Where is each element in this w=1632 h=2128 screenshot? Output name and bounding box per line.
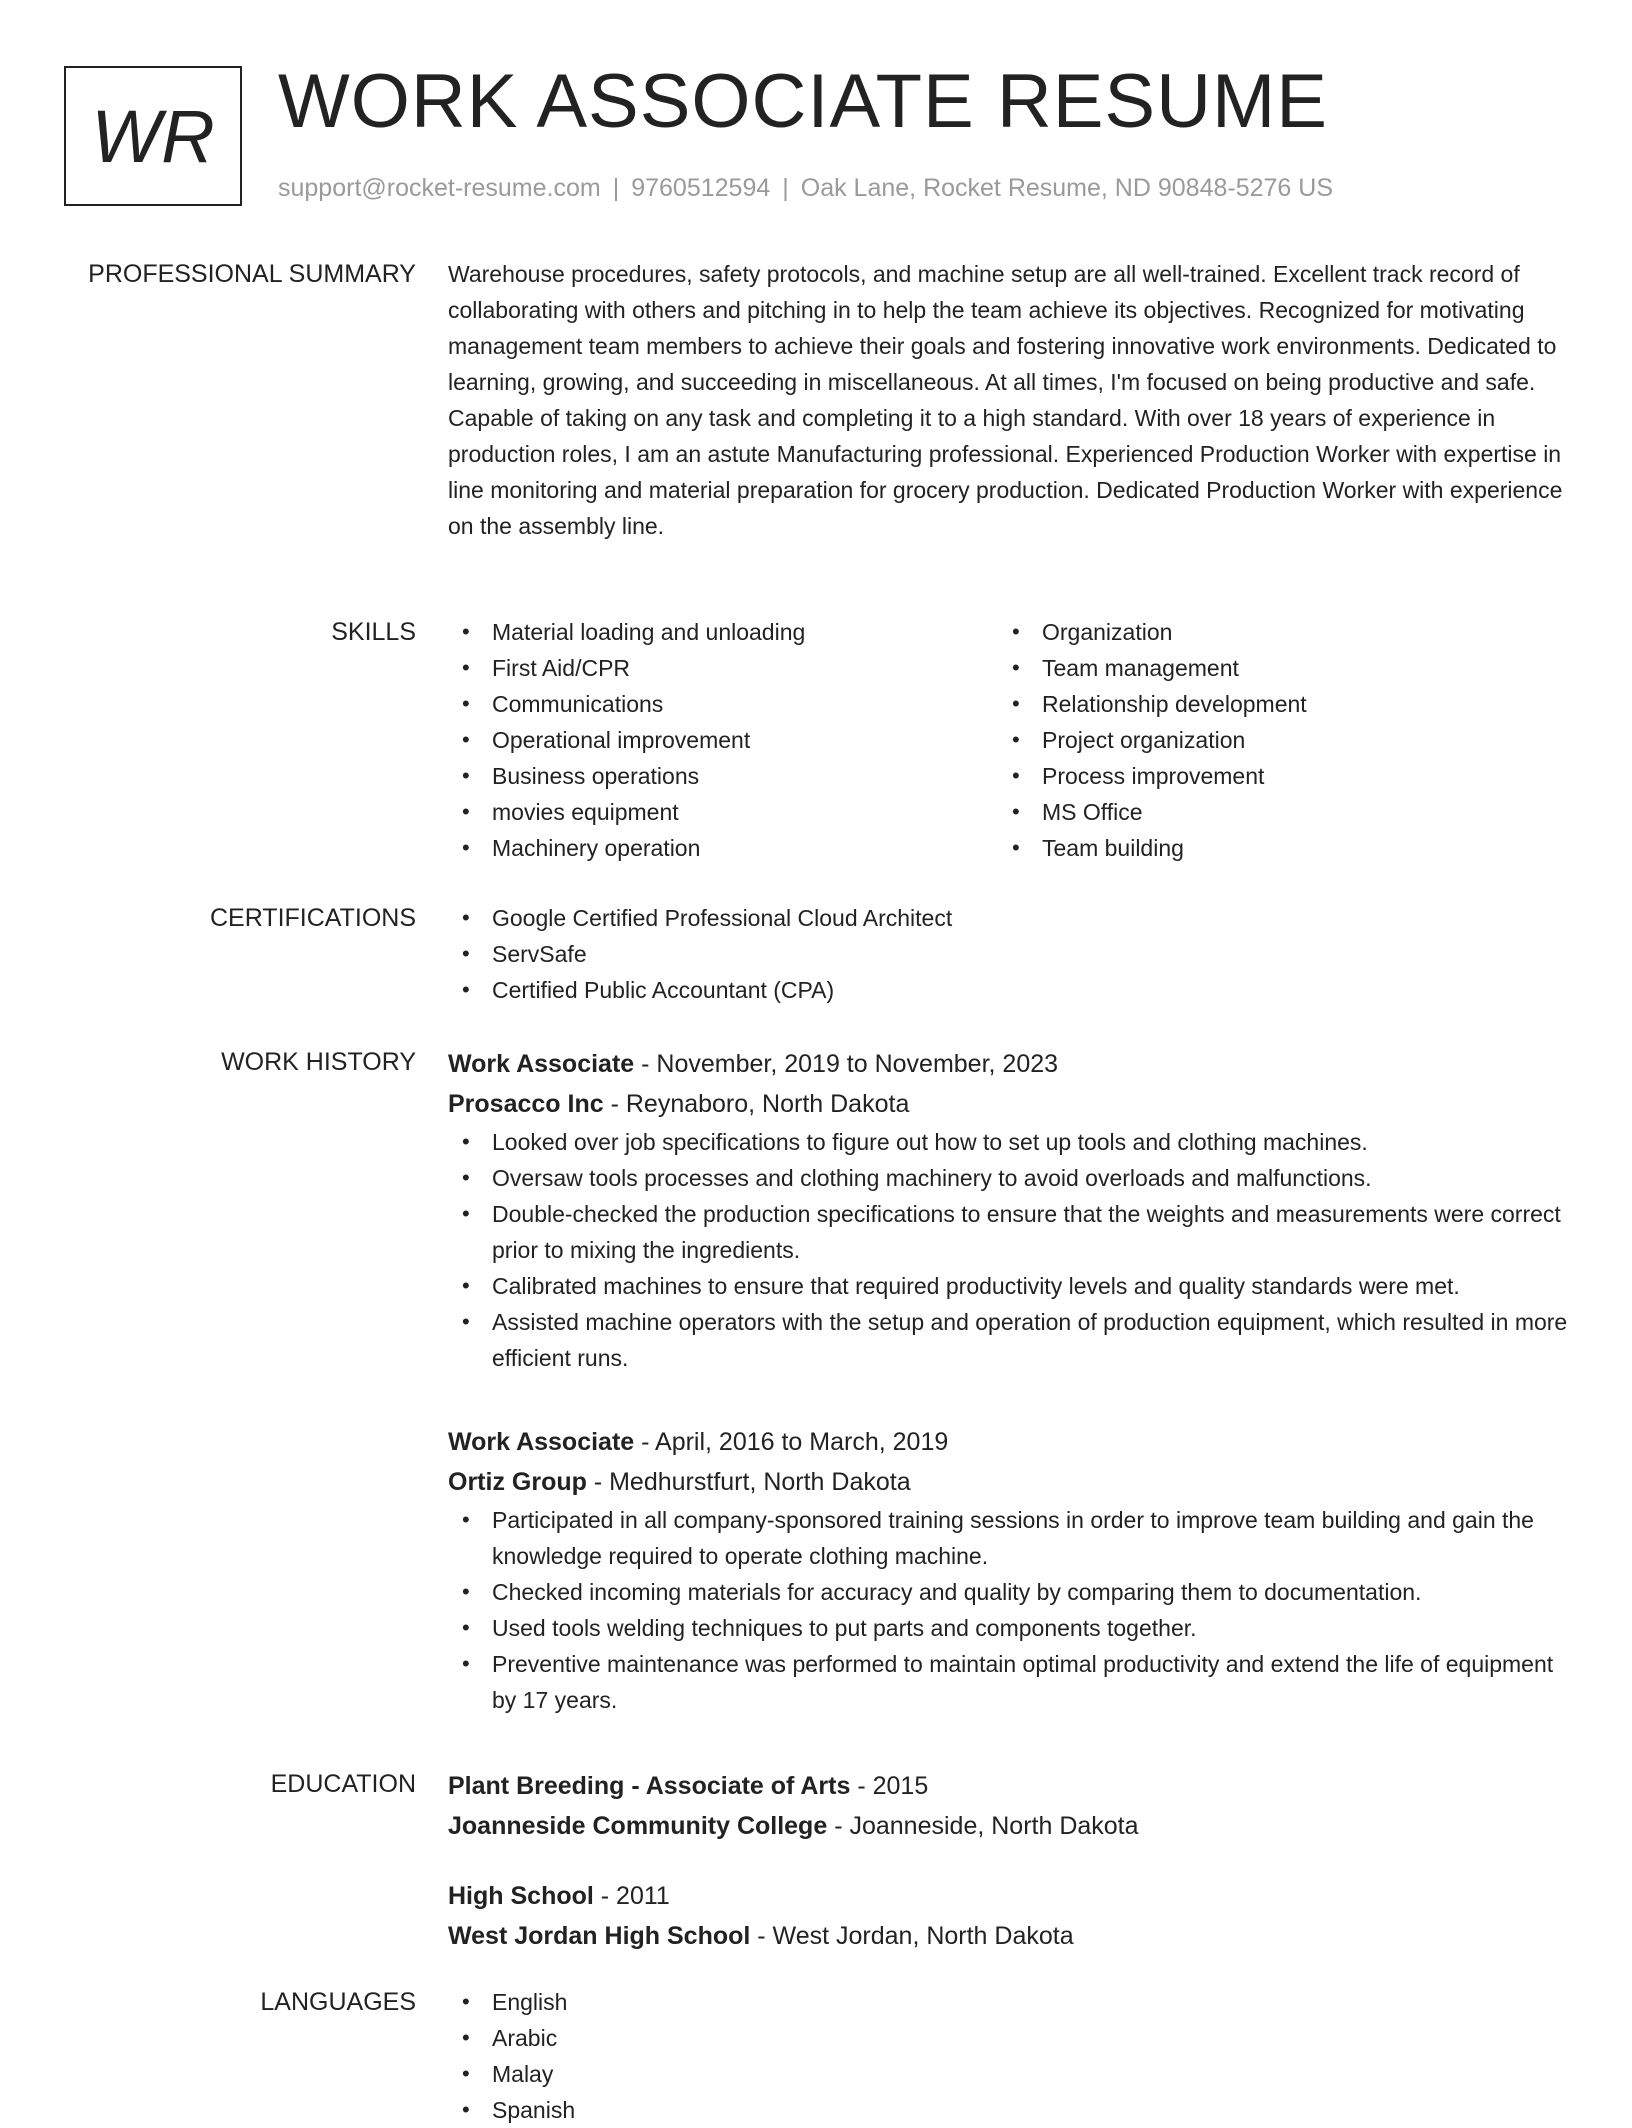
job-entry [448, 1044, 1574, 1376]
job-company-line [448, 1462, 1574, 1502]
list-item: • Used tools welding techniques to put parts and components together. [448, 1610, 1574, 1646]
education-entry [448, 1766, 1574, 1846]
job-dates: - April, 2016 to March, 2019 [634, 1428, 949, 1456]
education-degree: Plant Breeding - Associate of Arts [448, 1772, 851, 1800]
education-degree-line [448, 1766, 1574, 1806]
job-title: Work Associate [448, 1050, 635, 1078]
list-item: • Looked over job specifications to figure out how to set up tools and clothing machines. [448, 1124, 1574, 1160]
certifications-body [448, 900, 1574, 1008]
list-item: • Checked incoming materials for accuracy and quality by comparing them to documentation. [448, 1574, 1574, 1610]
job-location: - Medhurstfurt, North Dakota [586, 1468, 911, 1496]
education-degree: High School [448, 1882, 594, 1910]
list-item: • Certified Public Accountant (CPA) [448, 972, 1574, 1008]
contact-separator: | [782, 174, 789, 202]
education-degree-line [448, 1876, 1574, 1916]
list-item: • English [448, 1984, 1574, 2020]
job-duties-list [448, 1502, 1574, 1718]
list-item: • MS Office [998, 794, 1548, 830]
education-school: West Jordan High School [448, 1922, 751, 1950]
list-item: • Project organization [998, 722, 1548, 758]
list-item: • Organization [998, 614, 1548, 650]
list-item: • Machinery operation [448, 830, 998, 866]
job-title: Work Associate [448, 1428, 635, 1456]
list-item: • Oversaw tools processes and clothing machinery to avoid overloads and malfunctions. [448, 1160, 1574, 1196]
education-entry [448, 1876, 1574, 1956]
section-label-certifications: CERTIFICATIONS [209, 904, 416, 932]
education-body [448, 1766, 1574, 1986]
list-item: • Team management [998, 650, 1548, 686]
list-item: • movies equipment [448, 794, 998, 830]
job-title-line [448, 1044, 1574, 1084]
education-school-line [448, 1806, 1574, 1846]
list-item: • Operational improvement [448, 722, 998, 758]
monogram-initials: WR [91, 94, 215, 178]
job-company-line [448, 1084, 1574, 1124]
skills-list-left [448, 614, 998, 866]
page-title: WORK ASSOCIATE RESUME [278, 59, 1328, 144]
job-location: - Reynaboro, North Dakota [603, 1090, 910, 1118]
job-title-line [448, 1422, 1574, 1462]
education-school-line [448, 1916, 1574, 1956]
list-item: • Relationship development [998, 686, 1548, 722]
section-label-skills: SKILLS [331, 618, 416, 646]
languages-body [448, 1984, 1574, 2128]
list-item: • Malay [448, 2056, 1574, 2092]
list-item: • Team building [998, 830, 1548, 866]
contact-separator: | [612, 174, 620, 202]
education-location: - Joanneside, North Dakota [827, 1812, 1139, 1840]
list-item: • Business operations [448, 758, 998, 794]
list-item: • Communications [448, 686, 998, 722]
job-duties-list [448, 1124, 1574, 1376]
education-year: - 2015 [850, 1772, 929, 1800]
section-label-languages: LANGUAGES [260, 1988, 416, 2016]
section-label-summary: PROFESSIONAL SUMMARY [88, 260, 416, 288]
contact-line [278, 174, 1333, 203]
section-label-work-history: WORK HISTORY [221, 1048, 416, 1076]
list-item: • Double-checked the production specifications to ensure that the weights and measurements were correct prior to mixing the ingredients. [448, 1196, 1574, 1268]
contact-email: support@rocket-resume.com [278, 174, 601, 202]
list-item: • Spanish [448, 2092, 1574, 2128]
languages-list [448, 1984, 1574, 2128]
contact-phone: 9760512594 [631, 174, 771, 202]
list-item: • Participated in all company-sponsored training sessions in order to improve team building and gain the knowledge required to operate clothing machine. [448, 1502, 1574, 1574]
list-item: • Preventive maintenance was performed to maintain optimal productivity and extend the life of equipment by 17 years. [448, 1646, 1574, 1718]
list-item: • Calibrated machines to ensure that required productivity levels and quality standards were met. [448, 1268, 1574, 1304]
list-item: • Google Certified Professional Cloud Architect [448, 900, 1574, 936]
summary-text: Warehouse procedures, safety protocols, and machine setup are all well-trained. Excellent track record of collaborating with others and pitching in to help the team achieve its objectives. Recognized for motivating management team members to achieve their goals and fostering innovative work environments. Dedicated to learning, growing, and succeeding in miscellaneous. At all times, I'm focused on being productive and safe. Capable of taking on any task and completing it to a high standard. With over 18 years of experience in production roles, I am an astute Manufacturing professional. Experienced Production Worker with expertise in line monitoring and material preparation for grocery production. Dedicated Production Worker with experience on the assembly line. [448, 261, 1563, 539]
section-label-education: EDUCATION [270, 1770, 416, 1798]
contact-address: Oak Lane, Rocket Resume, ND 90848-5276 US [800, 174, 1333, 202]
list-item: • ServSafe [448, 936, 1574, 972]
list-item: • First Aid/CPR [448, 650, 998, 686]
education-location: - West Jordan, North Dakota [750, 1922, 1074, 1950]
job-entry [448, 1422, 1574, 1718]
job-dates: - November, 2019 to November, 2023 [634, 1050, 1059, 1078]
monogram-logo [64, 66, 242, 206]
skills-body [448, 614, 1574, 866]
list-item: • Assisted machine operators with the setup and operation of production equipment, which resulted in more efficient runs. [448, 1304, 1574, 1376]
job-company: Ortiz Group [448, 1468, 587, 1496]
summary-body [448, 256, 1574, 544]
education-year: - 2011 [593, 1882, 670, 1910]
job-company: Prosacco Inc [448, 1090, 604, 1118]
list-item: • Material loading and unloading [448, 614, 998, 650]
certifications-list [448, 900, 1574, 1008]
education-school: Joanneside Community College [448, 1812, 828, 1840]
list-item: • Process improvement [998, 758, 1548, 794]
list-item: • Arabic [448, 2020, 1574, 2056]
skills-list-right [998, 614, 1548, 866]
